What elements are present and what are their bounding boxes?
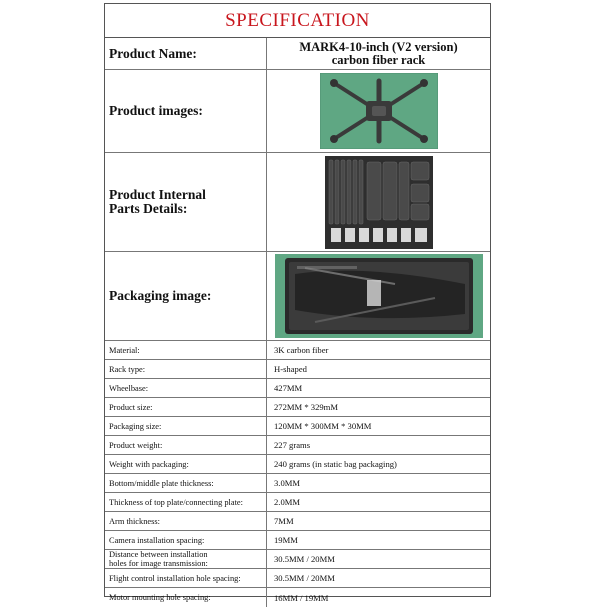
spec-label: Thickness of top plate/connecting plate: xyxy=(105,493,267,511)
product-name-row xyxy=(105,38,490,70)
spec-label: Weight with packaging: xyxy=(105,455,267,473)
spec-value: 19MM xyxy=(274,535,298,545)
bagged-frame-photo xyxy=(275,254,483,338)
spec-value: 30.5MM / 20MM xyxy=(274,554,335,564)
spec-label: Motor mounting hole spacing: xyxy=(105,588,267,607)
product-name-line1: MARK4-10-inch (V2 version) xyxy=(299,39,458,54)
spec-label: Product weight: xyxy=(105,436,267,454)
parts-details-row xyxy=(105,153,490,252)
spec-row-weight-with-packaging xyxy=(105,455,490,474)
spec-row-product-weight xyxy=(105,436,490,455)
spec-value: 3K carbon fiber xyxy=(274,345,329,355)
product-images-row xyxy=(105,70,490,153)
spec-label: Packaging size: xyxy=(105,417,267,435)
spec-value: 120MM * 300MM * 30MM xyxy=(274,421,372,431)
spec-label: Wheelbase: xyxy=(105,379,267,397)
product-name-label: Product Name: xyxy=(105,38,267,69)
spec-row-arm-thickness xyxy=(105,512,490,531)
page-title: SPECIFICATION xyxy=(105,4,490,38)
parts-layout-photo xyxy=(325,156,433,249)
spec-label: Flight control installation hole spacing: xyxy=(105,569,267,587)
parts-details-label-line2: Parts Details: xyxy=(109,201,188,216)
carbon-frame-photo xyxy=(320,73,438,149)
packaging-image-cell xyxy=(267,252,490,340)
spec-row-camera-spacing xyxy=(105,531,490,550)
spec-label-line2: holes for image transmission: xyxy=(109,559,208,568)
parts-details-label xyxy=(105,153,267,251)
spec-label: Bottom/middle plate thickness: xyxy=(105,474,267,492)
spec-row-rack-type xyxy=(105,360,490,379)
spec-value: H-shaped xyxy=(274,364,307,374)
spec-label xyxy=(105,550,267,568)
spec-label: Product size: xyxy=(105,398,267,416)
spec-value: 427MM xyxy=(274,383,303,393)
spec-value: 227 grams xyxy=(274,440,311,450)
spec-label: Camera installation spacing: xyxy=(105,531,267,549)
packaging-image-label: Packaging image: xyxy=(105,252,267,340)
spec-value: 240 grams (in static bag packaging) xyxy=(274,459,397,469)
product-image-cell xyxy=(267,70,490,152)
product-name-value xyxy=(267,38,490,69)
spec-value: 272MM * 329mM xyxy=(274,402,338,412)
spec-row-packaging-size xyxy=(105,417,490,436)
spec-label-line1: Distance between installation xyxy=(109,550,208,559)
parts-image-cell xyxy=(267,153,490,251)
product-name-line2: carbon fiber rack xyxy=(331,52,426,67)
spec-label: Arm thickness: xyxy=(105,512,267,530)
parts-details-label-line1: Product Internal xyxy=(109,187,206,202)
spec-row-image-transmission-spacing xyxy=(105,550,490,569)
spec-value: 7MM xyxy=(274,516,294,526)
spec-row-wheelbase xyxy=(105,379,490,398)
packaging-image-row xyxy=(105,252,490,341)
spec-value: 2.0MM xyxy=(274,497,301,507)
spec-row-bottom-plate-thickness xyxy=(105,474,490,493)
spec-label: Rack type: xyxy=(105,360,267,378)
product-images-label: Product images: xyxy=(105,70,267,152)
spec-value: 16MM / 19MM xyxy=(274,592,329,603)
spec-row-material xyxy=(105,341,490,360)
spec-value: 30.5MM / 20MM xyxy=(274,573,335,583)
spec-value: 3.0MM xyxy=(274,478,301,488)
spec-row-product-size xyxy=(105,398,490,417)
spec-sheet xyxy=(104,3,491,603)
spec-label: Material: xyxy=(105,341,267,359)
spec-row-top-plate-thickness xyxy=(105,493,490,512)
spec-row-motor-spacing xyxy=(105,588,490,607)
spec-row-flight-control-spacing xyxy=(105,569,490,588)
